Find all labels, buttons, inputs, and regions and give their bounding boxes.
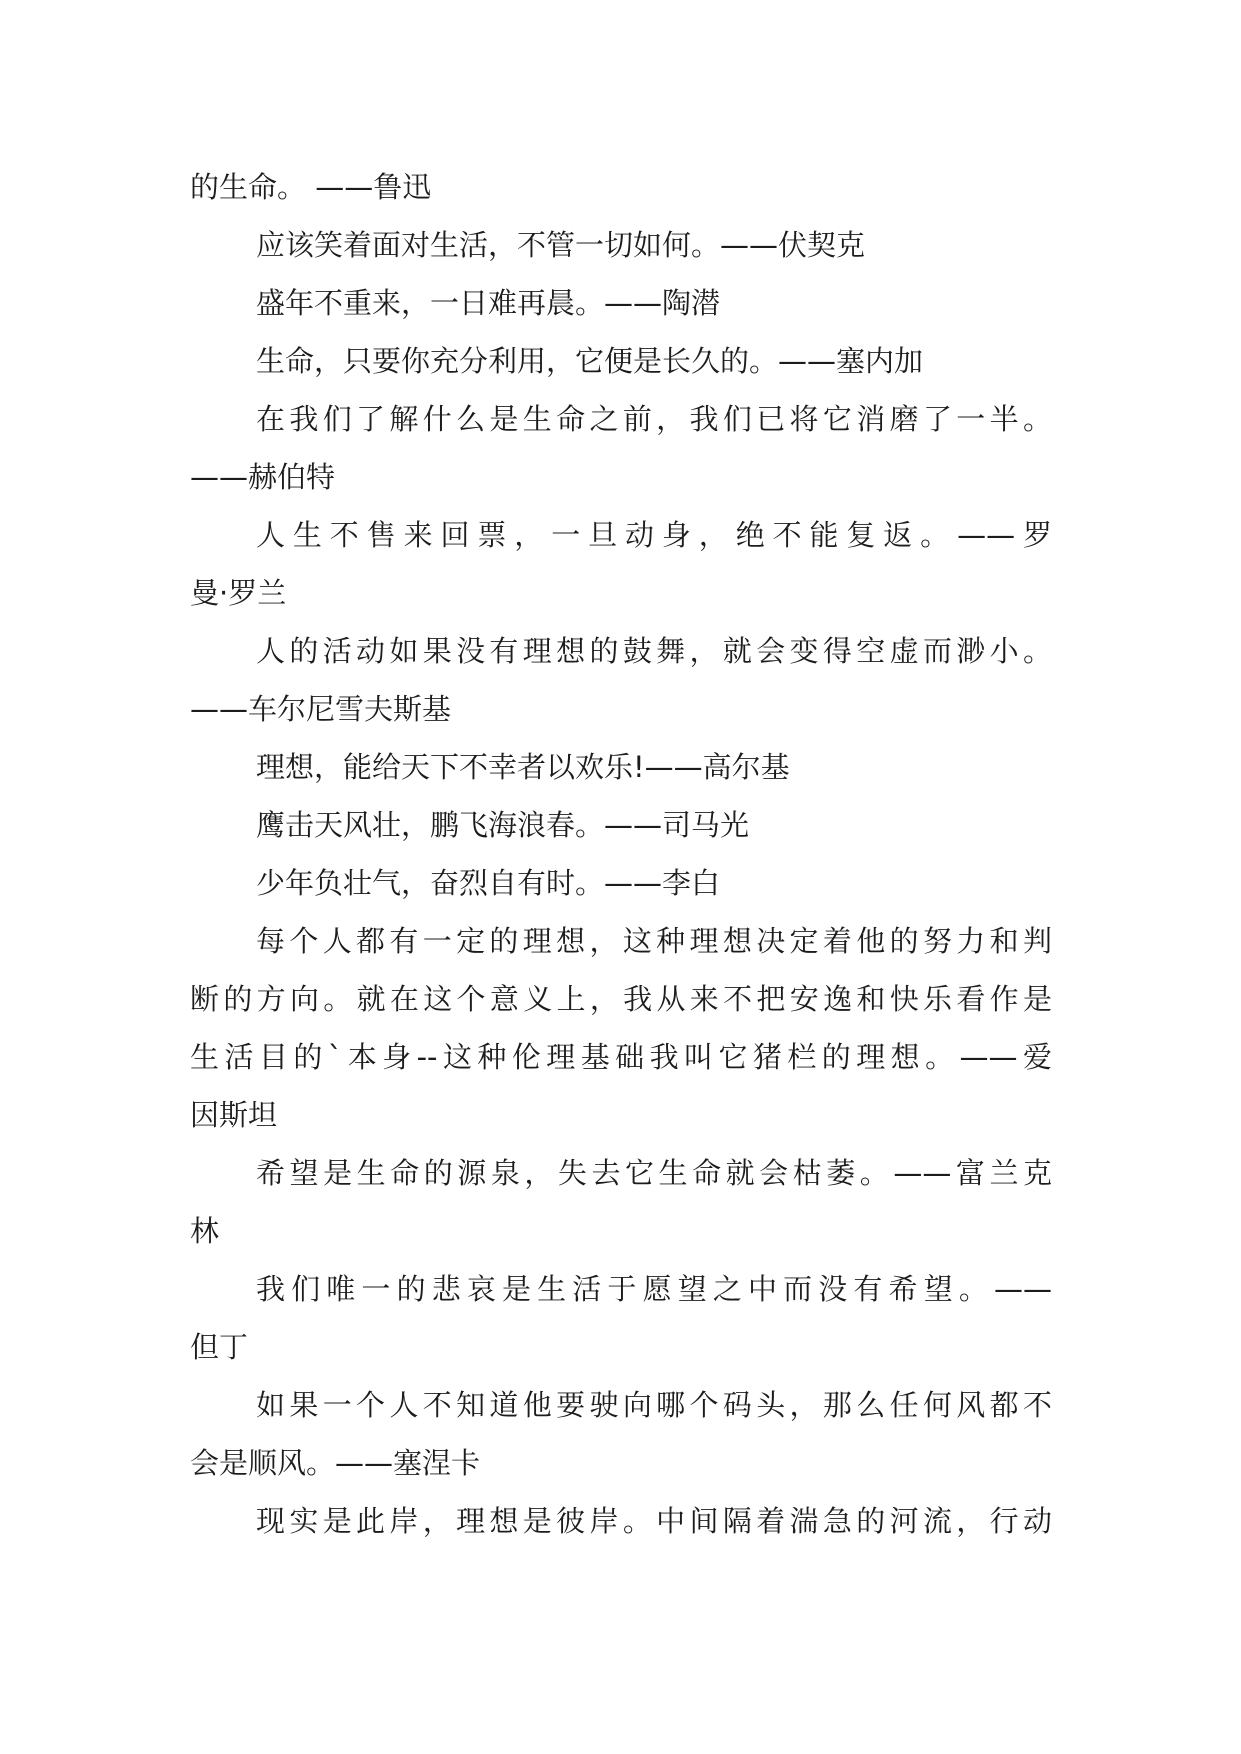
text-line: 生命，只要你充分利用，它便是长久的。——塞内加 [256,344,924,378]
text-line: 人的活动如果没有理想的鼓舞，就会变得空虚而渺小。 [256,634,1052,668]
text-line: 曼·罗兰 [190,576,287,610]
text-line: 每个人都有一定的理想，这种理想决定着他的努力和判 [256,924,1052,958]
text-line: 我们唯一的悲哀是生活于愿望之中而没有希望。—— [256,1272,1052,1306]
text-line: 如果一个人不知道他要驶向哪个码头，那么任何风都不 [256,1388,1052,1422]
text-line: 因斯坦 [190,1098,278,1132]
text-line: 林 [190,1214,220,1248]
text-line: 在我们了解什么是生命之前，我们已将它消磨了一半。 [256,402,1052,436]
text-line: 应该笑着面对生活，不管一切如何。——伏契克 [256,228,866,262]
text-line: 的生命。 ——鲁迅 [190,170,432,204]
text-line: 断的方向。就在这个意义上，我从来不把安逸和快乐看作是 [190,982,1052,1016]
text-line: 希望是生命的源泉，失去它生命就会枯萎。——富兰克 [256,1156,1052,1190]
text-line: 盛年不重来，一日难再晨。——陶潜 [256,286,721,320]
text-line: ——赫伯特 [190,460,336,494]
text-line: 现实是此岸，理想是彼岸。中间隔着湍急的河流，行动 [256,1504,1052,1538]
text-line: ——车尔尼雪夫斯基 [190,692,452,726]
text-line: 少年负壮气，奋烈自有时。——李白 [256,866,721,900]
text-line: 但丁 [190,1330,249,1364]
text-line: 生活目的`本身--这种伦理基础我叫它猪栏的理想。——爱 [190,1040,1052,1074]
text-line: 理想，能给天下不幸者以欢乐!——高尔基 [256,750,790,784]
text-line: 会是顺风。——塞涅卡 [190,1446,481,1480]
text-line: 人生不售来回票，一旦动身，绝不能复返。——罗 [256,518,1052,552]
document-body [190,158,1052,1550]
text-line: 鹰击天风壮，鹏飞海浪春。——司马光 [256,808,750,842]
